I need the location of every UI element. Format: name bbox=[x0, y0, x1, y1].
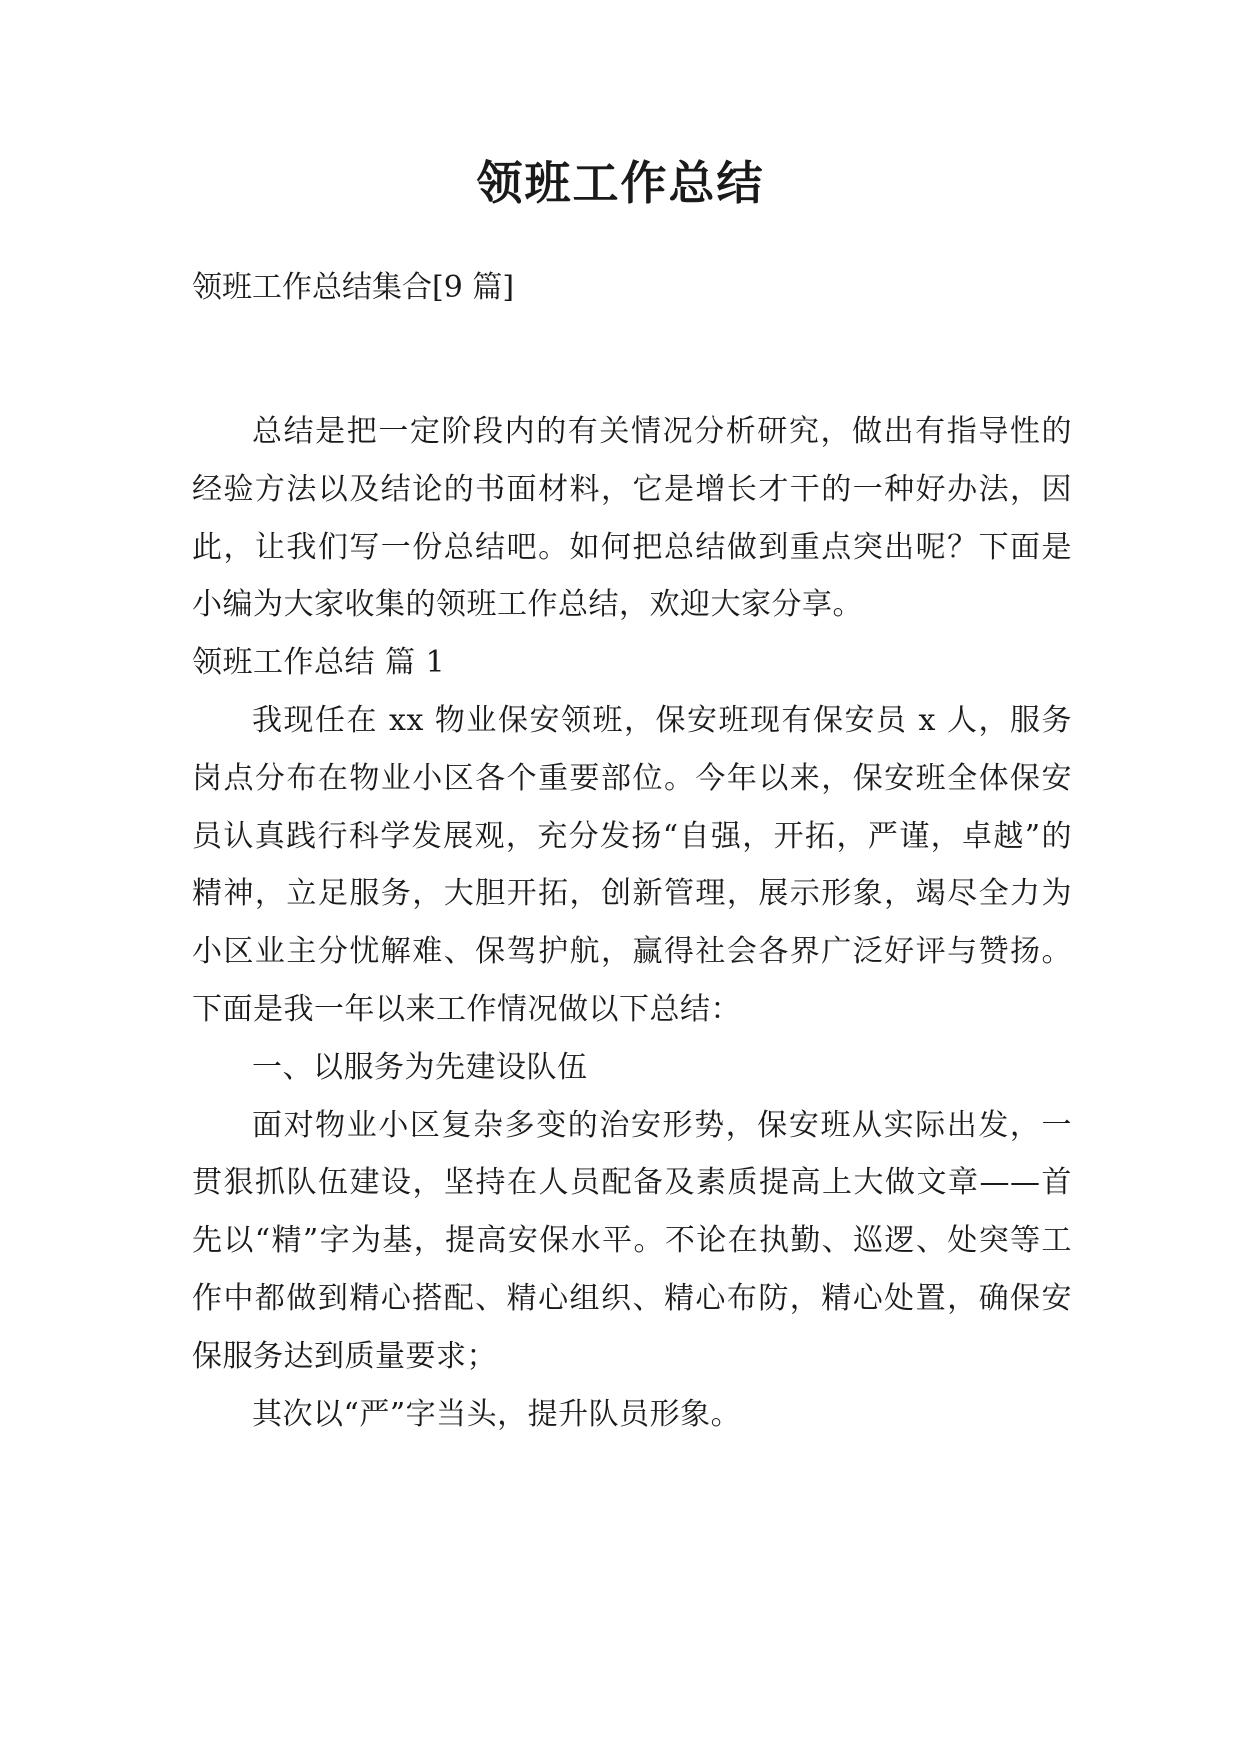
body-paragraph: 我现任在 xx 物业保安领班，保安班现有保安员 x 人，服务岗点分布在物业小区各个重要部位。今年以来，保安班全体保安员认真践行科学发展观，充分发扬“自强，开拓，严谨，卓越”的精神，立足服务，大胆开拓，创新管理，展示形象，竭尽全力为小区业主分忧解难、保驾护航，赢得社会各界广泛好评与赞扬。下面是我一年以来工作情况做以下总结： bbox=[192, 702, 1072, 1027]
intro-paragraph: 总结是把一定阶段内的有关情况分析研究，做出有指导性的经验方法以及结论的书面材料，它是增长才干的一种好办法，因此，让我们写一份总结吧。如何把总结做到重点突出呢？下面是小编为大家收集的领班工作总结，欢迎大家分享。 bbox=[192, 414, 1072, 623]
document-subtitle: 领班工作总结集合[9 篇] bbox=[192, 270, 515, 305]
document-title: 领班工作总结 bbox=[476, 156, 765, 210]
section-heading-part-1: 领班工作总结 篇 1 bbox=[192, 645, 446, 681]
body-paragraph: 其次以“严”字当头，提升队员形象。 bbox=[252, 1396, 742, 1432]
body-paragraph: 面对物业小区复杂多变的治安形势，保安班从实际出发，一贯狠抓队伍建设，坚持在人员配备及素质提高上大做文章——首先以“精”字为基，提高安保水平。不论在执勤、巡逻、处突等工作中都做到精心搭配、精心组织、精心布防，精心处置，确保安保服务达到质量要求； bbox=[192, 1107, 1072, 1374]
document-body bbox=[192, 403, 1072, 1443]
subsection-heading: 一、以服务为先建设队伍 bbox=[252, 1049, 588, 1085]
